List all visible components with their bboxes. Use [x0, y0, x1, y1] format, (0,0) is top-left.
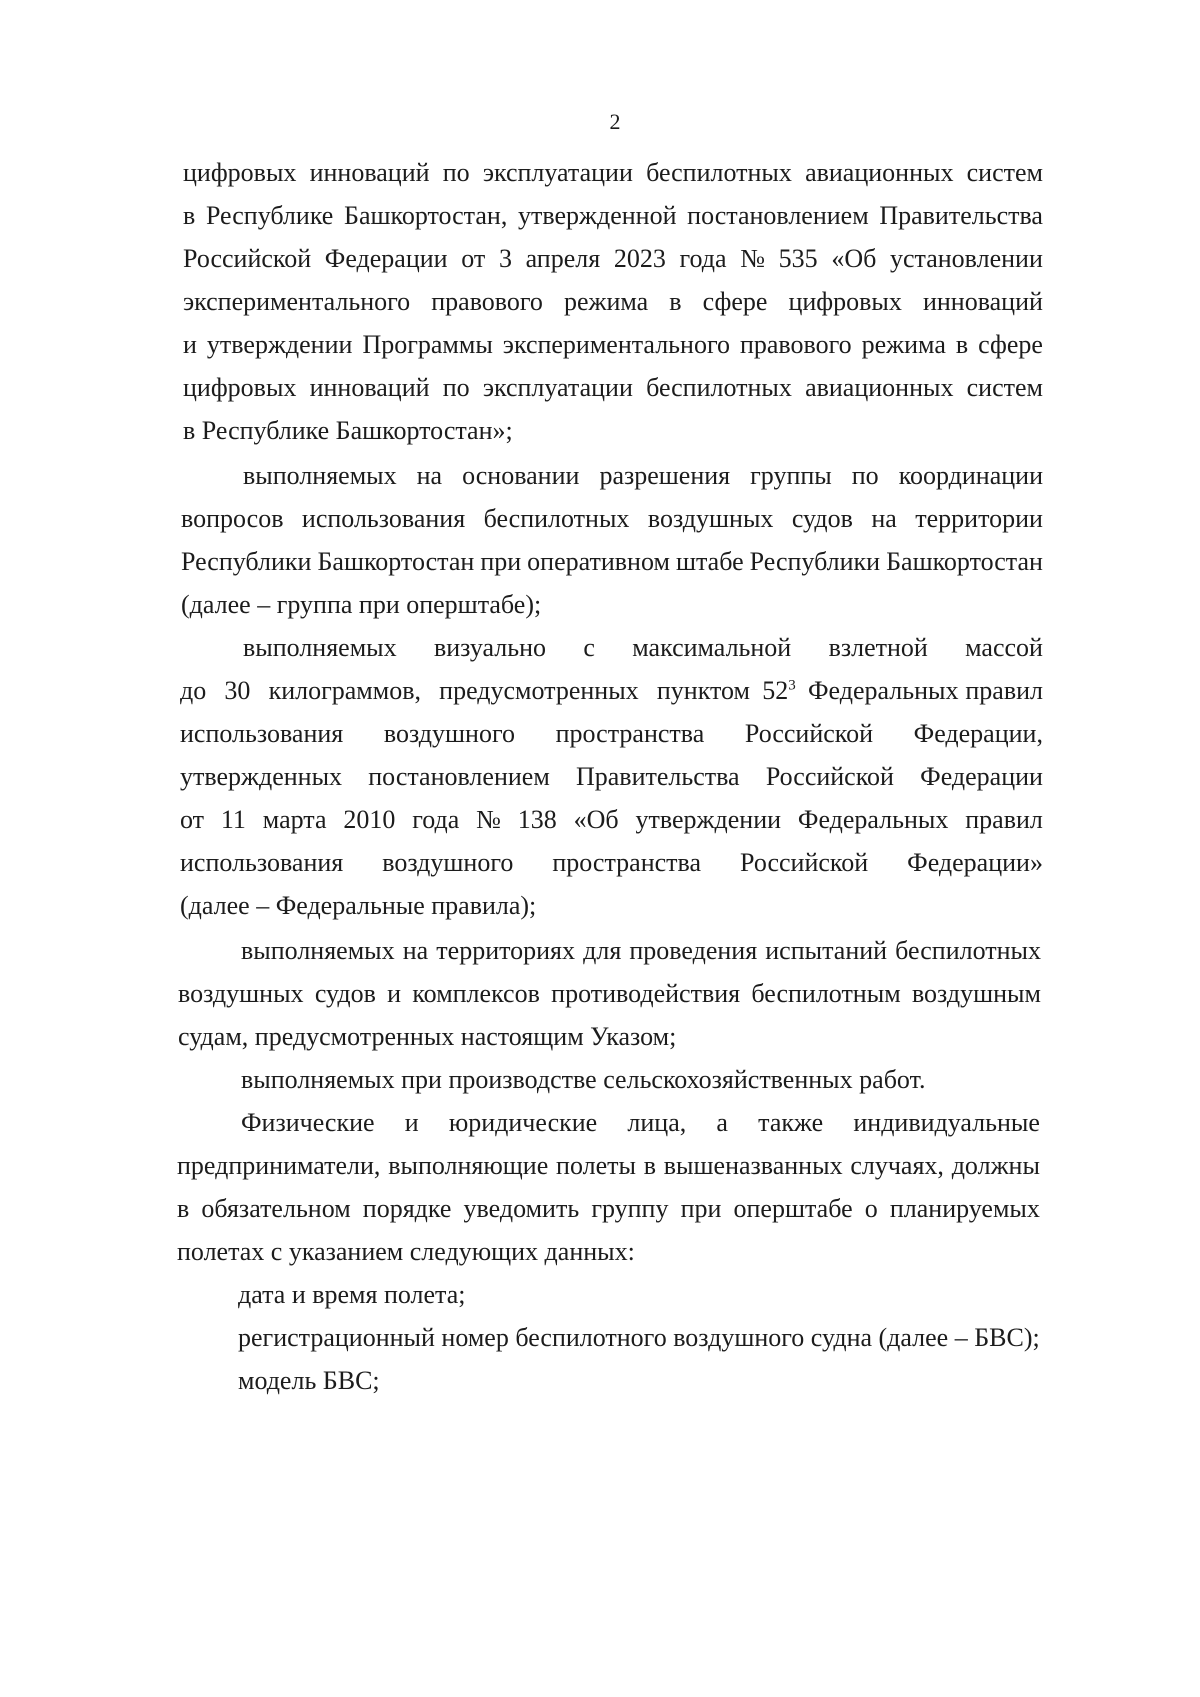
word: Российской [183, 244, 312, 273]
word: 138 [517, 805, 557, 834]
word: беспилотных [895, 936, 1041, 965]
word: предприниматели, [177, 1151, 381, 1180]
paragraph-line: полетах с указанием следующих данных: [177, 1237, 635, 1266]
paragraph-line [177, 1193, 1040, 1225]
word: территориях [436, 936, 576, 965]
word: беспилотных [483, 504, 630, 533]
word: эксплуатации [482, 158, 633, 187]
paragraph-line [180, 804, 1043, 836]
word: утвержденных [180, 762, 343, 791]
word: Республики [181, 547, 312, 576]
word: года [412, 805, 460, 834]
word: сфере [978, 330, 1043, 359]
word: Республике [205, 201, 334, 230]
word: проведения [629, 936, 758, 965]
word: инноваций [309, 158, 430, 187]
word: выполняющие [388, 1151, 549, 1180]
word: апреля [525, 244, 601, 273]
word: инноваций [922, 287, 1043, 316]
word: случаях, [850, 1151, 944, 1180]
word: правового [431, 287, 543, 316]
footnote-reference [762, 675, 796, 707]
paragraph-line [243, 460, 1043, 492]
word: эксплуатации [482, 373, 633, 402]
word: авиационных [805, 373, 954, 402]
paragraph-line [180, 847, 1043, 879]
paragraph-line: выполняемых при производстве сельскохозяйственных работ. [241, 1065, 926, 1094]
word: и [387, 979, 402, 1008]
word: Правительства [575, 762, 740, 791]
paragraph-line: в Республике Башкортостан»; [183, 416, 513, 445]
word: обязательном [201, 1194, 351, 1223]
word: вышеназванных [663, 1151, 843, 1180]
paragraph-line [183, 243, 1043, 275]
word: от [180, 805, 205, 834]
word: систем [966, 373, 1043, 402]
word: противодействия [551, 979, 741, 1008]
word: Республики [749, 547, 881, 576]
word: до [180, 676, 207, 705]
word: Башкортостан, [344, 201, 508, 230]
word: 3 [498, 244, 512, 273]
word: при [680, 1194, 722, 1223]
word: комплексов [412, 979, 540, 1008]
word: Программы [362, 330, 493, 359]
word: правил [965, 676, 1043, 705]
word: 2023 [613, 244, 666, 273]
word: о [864, 1194, 878, 1223]
word: и [183, 330, 197, 359]
word: разрешения [599, 461, 731, 490]
word: Федеральных [797, 805, 949, 834]
word: судов [791, 504, 853, 533]
word: визуально [433, 633, 547, 662]
word: по [442, 158, 470, 187]
word: Российской [740, 848, 869, 877]
word: с [583, 633, 595, 662]
paragraph-line [243, 632, 1043, 664]
word: Федерации [920, 762, 1043, 791]
word: на [871, 504, 897, 533]
word: воздушным [911, 979, 1041, 1008]
word: координации [898, 461, 1043, 490]
word: выполняемых [243, 633, 397, 662]
word: воздушного [382, 848, 514, 877]
paragraph-line: (далее – Федеральные правила); [180, 891, 537, 920]
paragraph-line [183, 329, 1043, 361]
word: цифровых [183, 373, 297, 402]
word: цифровых [183, 158, 297, 187]
word: года [679, 244, 727, 273]
word: использования [180, 848, 344, 877]
word: оперативном [527, 547, 670, 576]
word: вопросов [181, 504, 284, 533]
word: использования [180, 719, 344, 748]
word: 11 [220, 805, 246, 834]
word: лица, [627, 1108, 687, 1137]
word: Башкортостан [886, 547, 1043, 576]
word: полеты [556, 1151, 636, 1180]
word: в [183, 201, 196, 230]
word: также [758, 1108, 824, 1137]
word: выполняемых [243, 461, 397, 490]
word: Физические [241, 1108, 375, 1137]
word: режима [861, 330, 946, 359]
word: в [177, 1194, 190, 1223]
word: воздушных [178, 979, 304, 1008]
word: территории [915, 504, 1043, 533]
word: уведомить [463, 1194, 580, 1223]
word: от [461, 244, 486, 273]
line-segment [180, 675, 750, 707]
clause-number: 52 [762, 676, 789, 705]
word: индивидуальные [853, 1108, 1040, 1137]
word: беспилотным [751, 979, 901, 1008]
word: порядке [362, 1194, 452, 1223]
word: использования [301, 504, 466, 533]
paragraph-line: дата и время полета; [238, 1280, 466, 1309]
word: беспилотных [646, 158, 792, 187]
word: на [402, 936, 429, 965]
paragraph-line [183, 200, 1043, 232]
word: воздушных [647, 504, 774, 533]
word: на [416, 461, 443, 490]
word: № [740, 244, 766, 273]
word: при [480, 547, 522, 576]
paragraph-line [180, 718, 1043, 750]
word: экспериментального [183, 287, 411, 316]
word: испытаний [765, 936, 888, 965]
word: по [442, 373, 470, 402]
word: выполняемых [241, 936, 395, 965]
word: в [643, 1151, 656, 1180]
paragraph-line [241, 935, 1041, 967]
paragraph-line: модель БВС; [238, 1366, 380, 1395]
word: в [669, 287, 682, 316]
word: утверждении [635, 805, 782, 834]
word: 2010 [343, 805, 396, 834]
superscript: 3 [788, 677, 796, 694]
word: воздушного [383, 719, 515, 748]
word: для [583, 936, 622, 965]
paragraph-line [183, 372, 1043, 404]
paragraph-line [183, 286, 1043, 318]
word: группы [750, 461, 832, 490]
word: 30 [224, 676, 251, 705]
paragraph-line [177, 1150, 1040, 1182]
word: марта [262, 805, 327, 834]
word: в [955, 330, 969, 359]
word: цифровых [788, 287, 902, 316]
word: Правительства [879, 201, 1043, 230]
word: сфере [702, 287, 768, 316]
word: экспериментального [502, 330, 730, 359]
word: основании [462, 461, 580, 490]
word: пространства [555, 719, 705, 748]
paragraph-line: судам, предусмотренных настоящим Указом; [178, 1022, 677, 1051]
word: группу [591, 1194, 669, 1223]
word: режима [563, 287, 649, 316]
paragraph-line [180, 675, 1043, 707]
word: Федерации [324, 244, 448, 273]
word: правового [739, 330, 852, 359]
word: правил [965, 805, 1043, 834]
word: Федерации» [907, 848, 1043, 877]
word: «Об [831, 244, 877, 273]
word: юридические [448, 1108, 598, 1137]
word: взлетной [828, 633, 928, 662]
paragraph-line [181, 546, 1043, 578]
word: № [476, 805, 501, 834]
paragraph-line [183, 157, 1043, 189]
word: должны [951, 1151, 1040, 1180]
line-segment [808, 675, 1043, 707]
word: массой [965, 633, 1043, 662]
word: пунктом [656, 676, 750, 705]
word: штабе [675, 547, 744, 576]
paragraph-line [178, 978, 1041, 1010]
word: установлении [890, 244, 1043, 273]
word: авиационных [805, 158, 954, 187]
word: утвержденной [517, 201, 677, 230]
word: постановлением [687, 201, 869, 230]
page-number: 2 [609, 109, 621, 134]
word: по [851, 461, 879, 490]
paragraph-line [241, 1107, 1040, 1139]
word: Федеральных [808, 676, 959, 705]
paragraph-line: регистрационный номер беспилотного воздушного судна (далее – БВС); [238, 1323, 1040, 1352]
word: судов [314, 979, 376, 1008]
word: 535 [778, 244, 818, 273]
word: постановлением [368, 762, 550, 791]
word: а [716, 1108, 728, 1137]
word: планируемых [889, 1194, 1040, 1223]
word: килограммов, [268, 676, 421, 705]
paragraph-line: (далее – группа при оперштабе); [181, 590, 542, 619]
word: Башкортостан [317, 547, 475, 576]
word: «Об [573, 805, 619, 834]
word: Российской [765, 762, 894, 791]
word: систем [966, 158, 1043, 187]
word: пространства [552, 848, 701, 877]
paragraph-line [181, 503, 1043, 535]
word: и [404, 1108, 419, 1137]
word: беспилотных [646, 373, 792, 402]
word: предусмотренных [439, 676, 639, 705]
word: Федерации, [913, 719, 1043, 748]
word: оперштабе [733, 1194, 853, 1223]
word: максимальной [632, 633, 792, 662]
word: утверждении [206, 330, 353, 359]
word: инноваций [309, 373, 430, 402]
word: Российской [744, 719, 874, 748]
paragraph-line [180, 761, 1043, 793]
